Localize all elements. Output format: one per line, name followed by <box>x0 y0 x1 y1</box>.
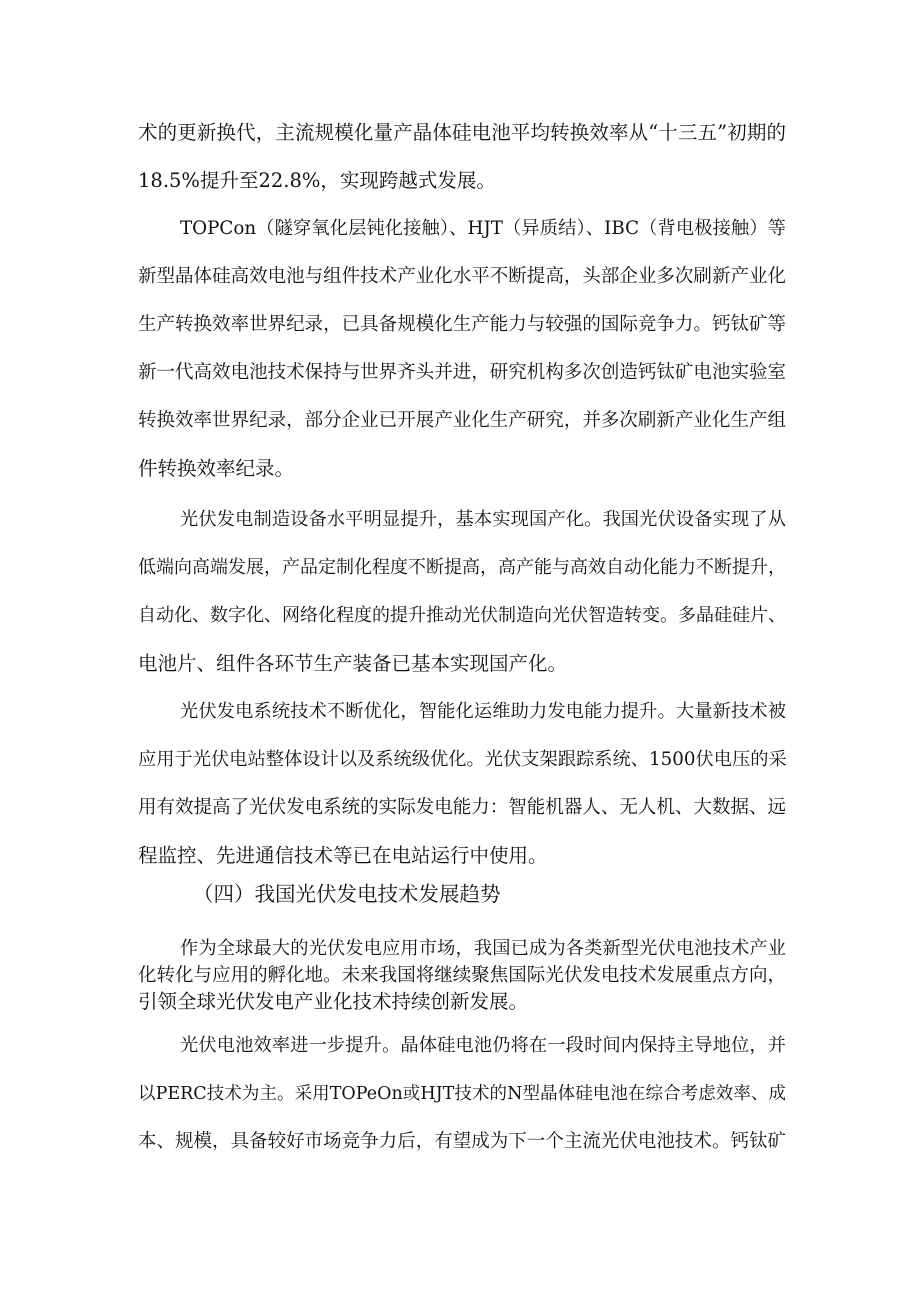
paragraph-4-line-2: 应用于光伏电站整体设计以及系统级优化。光伏支架跟踪系统、1500伏电压的采 <box>138 749 787 770</box>
paragraph-6-line-1: 光伏电池效率进一步提升。晶体硅电池仍将在一段时间内保持主导地位，并 <box>180 1035 786 1056</box>
paragraph-4-line-3: 用有效提高了光伏发电系统的实际发电能力：智能机器人、无人机、大数据、远 <box>138 797 786 818</box>
paragraph-5-line-3: 引领全球光伏发电产业化技术持续创新发展。 <box>138 990 529 1013</box>
paragraph-6-line-2: 以PERC技术为主。采用TOPeOn或HJT技术的N型晶体硅电池在综合考虑效率、成 <box>138 1084 786 1104</box>
paragraph-2-line-4: 新一代高效电池技术保持与世界齐头并进，研究机构多次创造钙钛矿电池实验室 <box>138 362 786 383</box>
paragraph-2-line-1: TOPCon（隧穿氧化层钝化接触）、HJT（异质结）、IBC（背电极接触）等 <box>180 218 786 239</box>
paragraph-3-line-3: 自动化、数字化、网络化程度的提升推动光伏制造向光伏智造转变。多晶硅硅片、 <box>138 605 786 626</box>
paragraph-2-line-6: 件转换效率纪录。 <box>138 457 295 480</box>
paragraph-4-line-1: 光伏发电系统技术不断优化，智能化运维助力发电能力提升。大量新技术被 <box>180 701 786 722</box>
paragraph-1-line-2: 18.5%提升至22.8%，实现跨越式发展。 <box>138 169 496 192</box>
paragraph-6-line-3: 本、规模，具备较好市场竞争力后，有望成为下一个主流光伏电池技术。钙钛矿 <box>138 1131 786 1152</box>
paragraph-1-line-1: 术的更新换代，主流规模化量产晶体硅电池平均转换效率从“十三五”初期的 <box>138 121 786 144</box>
section-heading: （四）我国光伏发电技术发展趋势 <box>193 882 501 906</box>
paragraph-2-line-3: 生产转换效率世界纪录，已具备规模化生产能力与较强的国际竞争力。钙钛矿等 <box>138 314 786 335</box>
paragraph-2-line-2: 新型晶体硅高效电池与组件技术产业化水平不断提高，头部企业多次刷新产业化 <box>138 266 786 287</box>
paragraph-4-line-4: 程监控、先进通信技术等已在电站运行中使用。 <box>138 844 548 867</box>
paragraph-2-line-5: 转换效率世界纪录，部分企业已开展产业化生产研究，并多次刷新产业化生产组 <box>138 410 786 431</box>
paragraph-3-line-4: 电池片、组件各环节生产装备已基本实现国产化。 <box>138 652 568 675</box>
paragraph-3-line-1: 光伏发电制造设备水平明显提升，基本实现国产化。我国光伏设备实现了从 <box>180 509 786 530</box>
paragraph-5-line-2: 化转化与应用的孵化地。未来我国将继续聚焦国际光伏发电技术发展重点方向， <box>138 965 786 986</box>
paragraph-5-line-1: 作为全球最大的光伏发电应用市场，我国已成为各类新型光伏电池技术产业 <box>180 938 786 959</box>
paragraph-3-line-2: 低端向高端发展，产品定制化程度不断提高，高产能与高效自动化能力不断提升， <box>138 557 786 578</box>
